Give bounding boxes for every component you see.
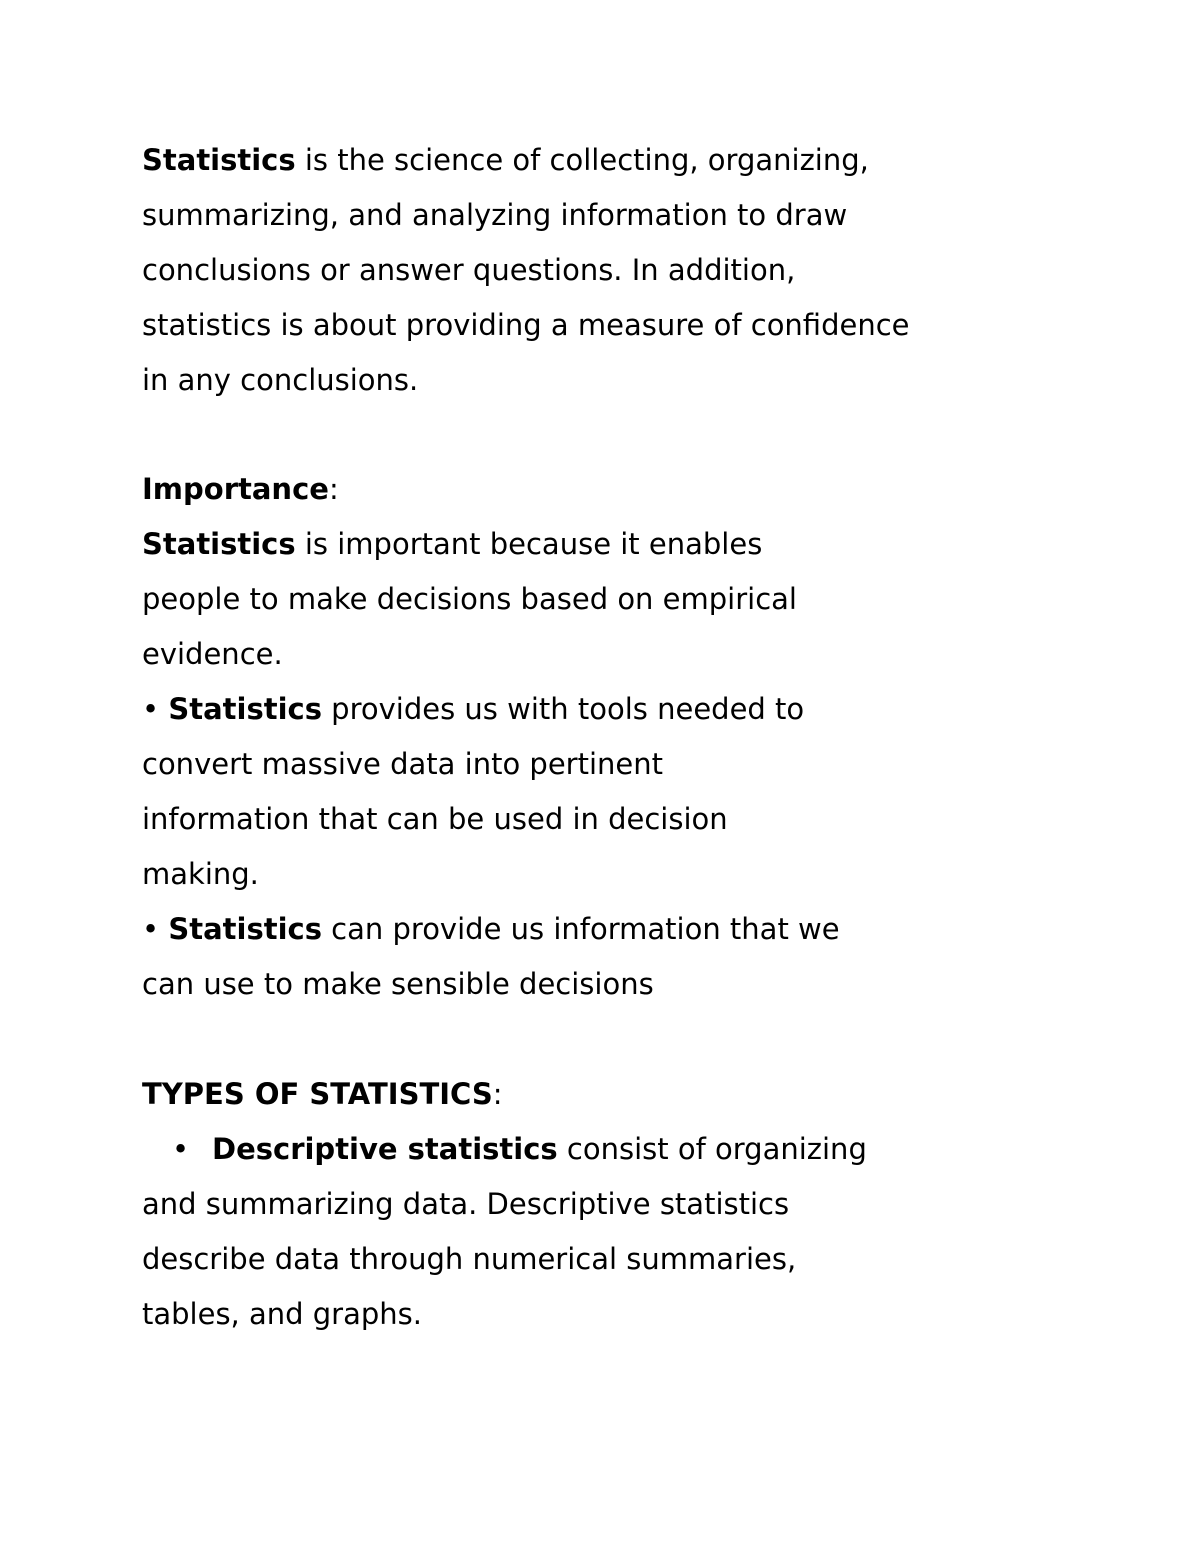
importance-bullet-2-text: can provide us information that we <box>321 912 840 946</box>
definition-line-3: conclusions or answer questions. In addition, <box>142 253 796 287</box>
importance-intro-lead: Statistics <box>142 527 296 561</box>
importance-heading-colon: : <box>328 472 339 506</box>
definition-line-5: in any conclusions. <box>142 363 419 397</box>
definition-line-2: summarizing, and analyzing information to draw <box>142 198 848 232</box>
importance-bullet-1-text: provides us with tools needed to <box>321 692 805 726</box>
importance-intro-line-2: people to make decisions based on empirical <box>142 582 797 616</box>
types-heading <box>142 1077 503 1111</box>
types-item-1-lead: Descriptive statistics <box>212 1132 558 1166</box>
bullet-marker: • <box>142 692 169 726</box>
types-item-1-line-2: and summarizing data. Descriptive statistics <box>142 1187 790 1221</box>
importance-intro-line-1-text: is important because it enables <box>295 527 763 561</box>
definition-line-1-text: is the science of collecting, organizing, <box>295 143 869 177</box>
importance-bullet-2 <box>142 912 840 946</box>
importance-intro-line-3: evidence. <box>142 637 283 671</box>
importance-bullet-1-lead: Statistics <box>168 692 322 726</box>
definition-line-1 <box>142 143 869 177</box>
types-item-1-line-4: tables, and graphs. <box>142 1297 422 1331</box>
importance-bullet-1-line-4: making. <box>142 857 259 891</box>
bullet-marker: • <box>172 1132 190 1166</box>
definition-lead: Statistics <box>142 143 296 177</box>
types-heading-text: TYPES OF STATISTICS <box>142 1077 493 1111</box>
importance-heading <box>142 472 339 506</box>
importance-bullet-1-line-3: information that can be used in decision <box>142 802 728 836</box>
importance-heading-text: Importance <box>142 472 329 506</box>
types-item-1-line-3: describe data through numerical summaries, <box>142 1242 797 1276</box>
types-heading-colon: : <box>492 1077 503 1111</box>
bullet-marker: • <box>142 912 169 946</box>
importance-bullet-1 <box>142 692 805 726</box>
importance-intro-line-1 <box>142 527 763 561</box>
definition-line-4: statistics is about providing a measure of confidence <box>142 308 910 342</box>
importance-bullet-2-lead: Statistics <box>168 912 322 946</box>
types-item-1 <box>172 1132 867 1166</box>
importance-bullet-2-line-2: can use to make sensible decisions <box>142 967 654 1001</box>
importance-bullet-1-line-2: convert massive data into pertinent <box>142 747 663 781</box>
types-item-1-text: consist of organizing <box>557 1132 867 1166</box>
